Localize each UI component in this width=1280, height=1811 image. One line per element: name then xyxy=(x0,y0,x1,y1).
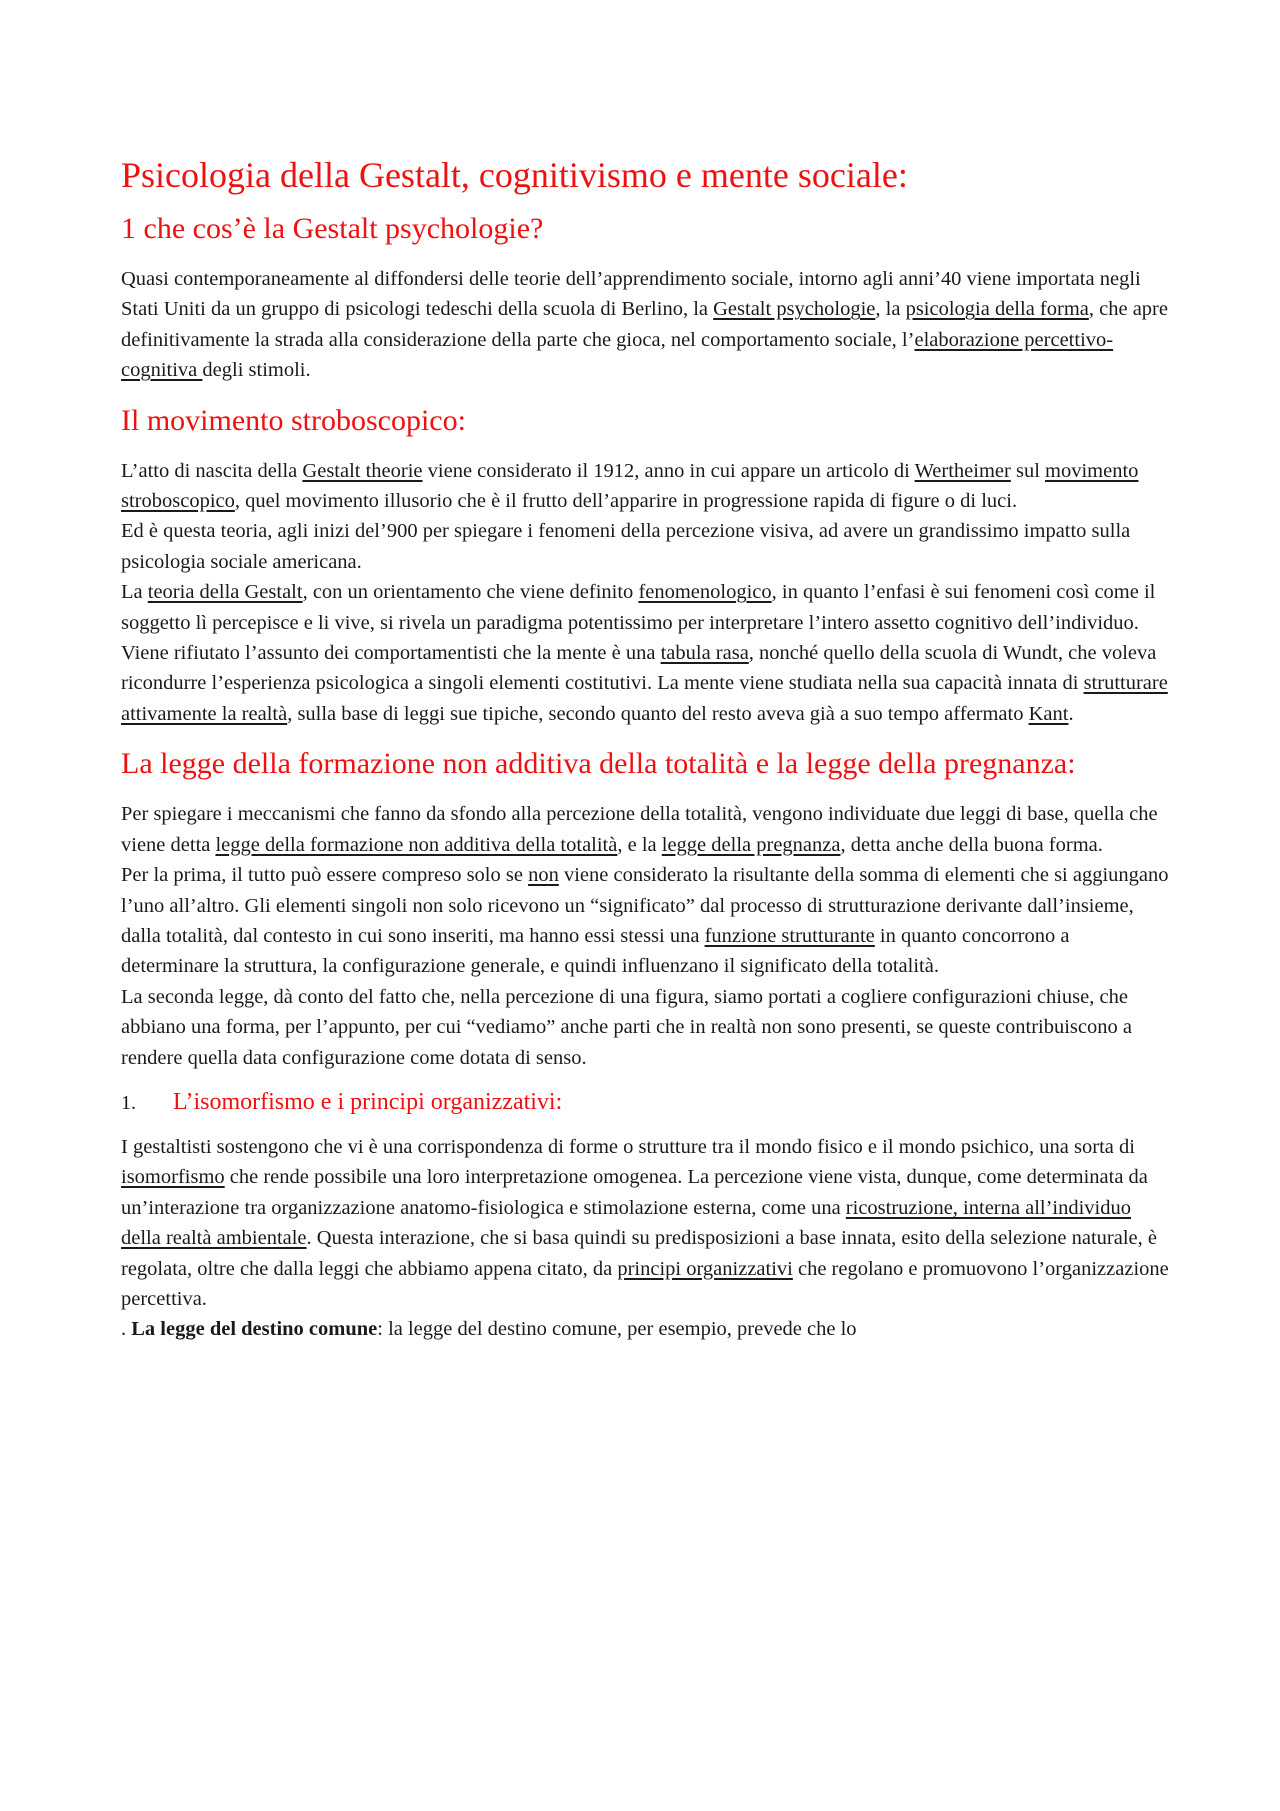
underlined-term: Gestalt theorie xyxy=(302,459,423,482)
underlined-term: isomorfismo xyxy=(121,1166,225,1189)
underlined-term: Wertheimer xyxy=(914,459,1011,482)
underlined-term: non xyxy=(528,864,559,887)
document-title: Psicologia della Gestalt, cognitivismo e mente sociale: xyxy=(121,155,908,195)
text-run: , e la xyxy=(617,833,662,856)
underlined-term: ricostruzione, interna all’individuo della realtà ambientale xyxy=(121,1196,1132,1250)
underlined-term: tabula rasa xyxy=(660,642,749,665)
underlined-term: Gestalt psychologie xyxy=(713,298,876,321)
text-run: . Questa interazione, che si basa quindi su predisposizioni a base innata, esito della selezione naturale, è regolata, oltre che dalla leggi che abbiamo appena citato, da xyxy=(121,1227,1157,1280)
text-run: che rende possibile una loro interpretazione omogenea. La percezione viene vista, dunque, come determinata da un’interazione tra organizzazione anatomo-fisiologica e stimolazione esterna, come una xyxy=(121,1166,1148,1219)
underlined-term: teoria della Gestalt xyxy=(147,581,303,604)
text-run: , nonché quello della scuola di Wundt, che voleva ricondurre l’esperienza psicologica a singoli elementi costitutivi. La mente viene studiata nella sua capacità innata di xyxy=(121,642,1157,695)
laws-paragraph-1 xyxy=(121,799,1171,860)
underlined-term: strutturare attivamente la realtà xyxy=(121,672,1168,725)
underlined-term: legge della pregnanza xyxy=(661,833,841,856)
text-run: , detta anche della buona forma. xyxy=(840,833,1103,856)
text-run: che regolano e promuovono l’organizzazione percettiva. xyxy=(121,1257,1169,1310)
isomorphism-paragraph-2 xyxy=(121,1314,1171,1344)
isomorphism-paragraph-1 xyxy=(121,1132,1171,1314)
section-heading-laws: La legge della formazione non additiva della totalità e la legge della pregnanza: xyxy=(121,747,1076,781)
numbered-heading xyxy=(121,1089,1171,1116)
underlined-term: fenomenologico xyxy=(638,581,772,604)
text-run: viene considerato il 1912, anno in cui appare un articolo di xyxy=(422,459,915,482)
subtitle-heading: 1 che cos’è la Gestalt psychologie? xyxy=(121,212,544,245)
underlined-term: funzione strutturante xyxy=(704,924,875,947)
text-run: Quasi contemporaneamente al diffondersi delle teorie dell’apprendimento sociale, intorno agli anni’40 viene importata negli Stati Uniti da un gruppo di psicologi tedeschi della scuola di Berlino, la xyxy=(121,268,1141,321)
text-run: Per spiegare i meccanismi che fanno da sfondo alla percezione della totalità, vengono individuate due leggi di base, quella che viene detta xyxy=(121,803,1158,856)
text-run: I gestaltisti sostengono che vi è una corrispondenza di forme o strutture tra il mondo fisico e il mondo psichico, una sorta di xyxy=(121,1135,1135,1158)
text-run: , quel movimento illusorio che è il frutto dell’apparire in progressione rapida di figure o di luci. xyxy=(234,490,1018,513)
text-run: . xyxy=(121,1318,132,1341)
laws-paragraph-2 xyxy=(121,860,1171,982)
section-heading-stroboscopic: Il movimento stroboscopico: xyxy=(121,403,466,437)
stroboscopic-paragraph-1 xyxy=(121,456,1171,517)
text-run: , sulla base di leggi sue tipiche, secondo quanto del resto aveva già a suo tempo affermato xyxy=(287,702,1029,725)
text-run: , in quanto l’enfasi è sui fenomeni così come il soggetto lì percepisce e li vive, si rivela un paradigma potentissimo per interpretare l’intero assetto cognitivo dell’individuo. Viene rifiutato l’assunto dei comportamentisti che la mente è una xyxy=(121,581,1156,665)
text-run: , la xyxy=(875,298,906,321)
text-run: La xyxy=(121,581,148,604)
underlined-term: legge della formazione non additiva della totalità xyxy=(215,833,618,856)
underlined-term: elaborazione percettivo-cognitiva xyxy=(121,328,1114,382)
section-heading-isomorphism: L’isomorfismo e i principi organizzativi: xyxy=(173,1088,563,1115)
underlined-term: psicologia della forma xyxy=(905,298,1089,321)
underlined-term: Kant xyxy=(1028,702,1069,725)
text-run: Per la prima, il tutto può essere compreso solo se xyxy=(121,864,529,887)
text-run: viene considerato la risultante della somma di elementi che si aggiungano l’uno all’altro. Gli elementi singoli non solo ricevono un “significato” dal processo di strutturazione derivante dall’insieme, dalla totalità, dal contesto in cui sono inseriti, ma hanno essi stessi una xyxy=(121,864,1169,947)
heading-number: 1. xyxy=(121,1091,136,1114)
text-run: . xyxy=(1068,702,1074,725)
stroboscopic-paragraph-3 xyxy=(121,577,1171,729)
text-run: degli stimoli. xyxy=(202,359,311,382)
underlined-term: movimento stroboscopico xyxy=(121,459,1139,513)
intro-paragraph xyxy=(121,264,1171,386)
underlined-term: principi organizzativi xyxy=(617,1257,793,1280)
bold-term: La legge del destino comune xyxy=(131,1318,378,1341)
stroboscopic-paragraph-2: Ed è questa teoria, agli inizi del’900 per spiegare i fenomeni della percezione visiva, ad avere un grandissimo impatto sulla psicologia sociale americana. xyxy=(121,520,1131,573)
text-run: sul xyxy=(1010,459,1046,482)
text-run: : la legge del destino comune, per esempio, prevede che lo xyxy=(377,1318,857,1341)
laws-paragraph-3: La seconda legge, dà conto del fatto che, nella percezione di una figura, siamo portati a cogliere configurazioni chiuse, che abbiano una forma, per l’appunto, per cui “vediamo” anche parti che in realtà non sono presenti, se queste contribuiscono a rendere quella data configurazione come dotata di senso. xyxy=(121,985,1132,1069)
document-page xyxy=(121,150,1171,1345)
text-run: , con un orientamento che viene definito xyxy=(302,581,639,604)
text-run: L’atto di nascita della xyxy=(121,459,303,482)
text-run: , che apre definitivamente la strada alla considerazione della parte che gioca, nel comportamento sociale, l’ xyxy=(121,298,1168,351)
text-run: in quanto concorrono a determinare la struttura, la configurazione generale, e quindi influenzano il significato della totalità. xyxy=(121,924,1070,978)
